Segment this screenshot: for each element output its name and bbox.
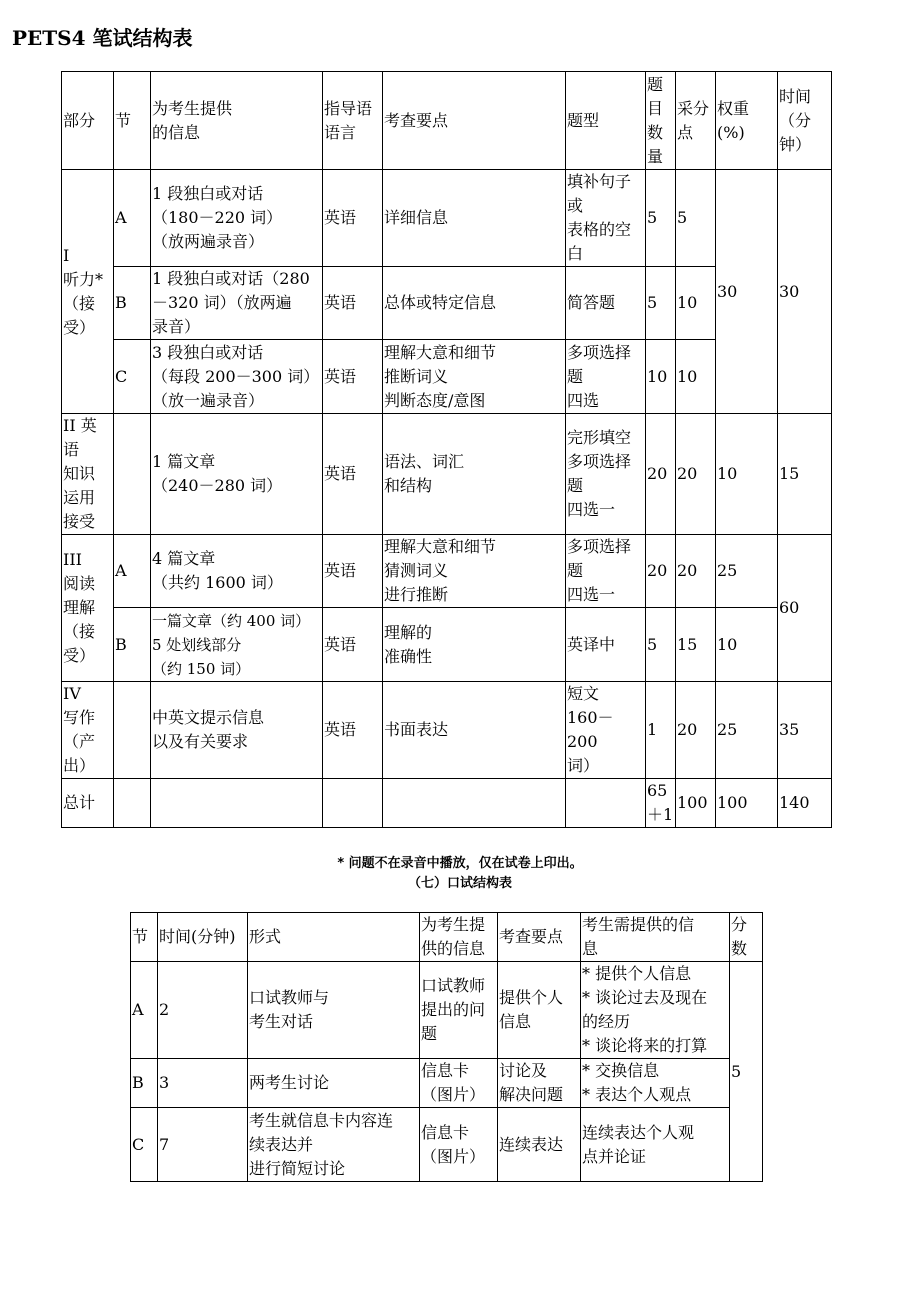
header-cell: 权重(%) [716,72,778,170]
header-cell: 考查要点 [383,72,566,170]
section-cell [114,682,151,779]
header-cell: 题 目 数 量 [646,72,676,170]
num-cell: 5 [646,170,676,267]
weight-cell: 25 [716,682,778,779]
header-cell: 部分 [62,72,114,170]
header-cell: 分 数 [730,913,763,962]
num-cell: 1 [646,682,676,779]
points-cell: 20 [676,414,716,535]
focus-cell: 理解大意和细节 推断词义 判断态度/意图 [383,340,566,414]
num-cell: 5 [646,267,676,340]
time-cell: 7 [158,1108,248,1182]
table-row [131,1108,763,1182]
table-header-row [131,913,763,962]
section-cell: C [114,340,151,414]
page-title: PETS4 笔试结构表 [12,26,193,50]
info-cell: 信息卡 （图片） [420,1059,498,1108]
type-cell: 短文 160－200 词） [566,682,646,779]
header-cell: 考查要点 [498,913,581,962]
oral-table-title: （七）口试结构表 [407,876,512,891]
focus-cell: 语法、词汇 和结构 [383,414,566,535]
points-cell: 5 [676,170,716,267]
info-cell: 4 篇文章 （共约 1600 词） [151,535,323,608]
weight-cell: 25 [716,535,778,608]
type-cell: 英译中 [566,608,646,682]
part-cell: 总计 [62,779,114,828]
time-cell: 35 [778,682,832,779]
header-cell: 形式 [248,913,420,962]
time-cell: 60 [778,535,832,682]
focus-cell: 连续表达 [498,1108,581,1182]
info-cell: 3 段独白或对话 （每段 200－300 词） （放一遍录音） [151,340,323,414]
info-cell: 口试教师 提出的问 题 [420,962,498,1059]
part-cell: IV 写作 （产 出） [62,682,114,779]
num-cell: 20 [646,414,676,535]
info-cell: 1 篇文章 （240－280 词） [151,414,323,535]
time-cell: 15 [778,414,832,535]
table-row [62,170,832,267]
form-cell: 考生就信息卡内容连 续表达并 进行简短讨论 [248,1108,420,1182]
section-cell: C [131,1108,158,1182]
empty-cell [566,779,646,828]
header-cell: 为考生提 供的信息 [420,913,498,962]
score-cell: 5 [730,962,763,1182]
points-cell: 10 [676,340,716,414]
section-cell: A [114,170,151,267]
lang-cell: 英语 [323,414,383,535]
empty-cell [114,779,151,828]
table-row-total [62,779,832,828]
type-cell: 简答题 [566,267,646,340]
header-cell: 时间(分钟) [158,913,248,962]
empty-cell [323,779,383,828]
time-cell: 2 [158,962,248,1059]
info-cell: 中英文提示信息 以及有关要求 [151,682,323,779]
form-cell: 两考生讨论 [248,1059,420,1108]
type-cell: 多项选择 题 四选 [566,340,646,414]
provide-cell: * 交换信息 * 表达个人观点 [581,1059,730,1108]
table-row [62,682,832,779]
section-cell: B [114,267,151,340]
form-cell: 口试教师与 考生对话 [248,962,420,1059]
empty-cell [383,779,566,828]
time-cell: 3 [158,1059,248,1108]
lang-cell: 英语 [323,608,383,682]
written-exam-table [61,71,832,828]
table-row [131,962,763,1059]
focus-cell: 理解的 准确性 [383,608,566,682]
num-cell: 5 [646,608,676,682]
points-cell: 20 [676,682,716,779]
info-cell: 一篇文章（约 400 词） 5 处划线部分 （约 150 词） [151,608,323,682]
time-cell: 140 [778,779,832,828]
header-cell: 节 [131,913,158,962]
provide-cell: * 提供个人信息 * 谈论过去及现在 的经历 * 谈论将来的打算 [581,962,730,1059]
table-row [62,535,832,608]
points-cell: 100 [676,779,716,828]
provide-cell: 连续表达个人观 点并论证 [581,1108,730,1182]
part-cell: III 阅读 理解 （接 受） [62,535,114,682]
info-cell: 1 段独白或对话 （180－220 词） （放两遍录音） [151,170,323,267]
section-cell [114,414,151,535]
part-cell: I 听力* （接 受） [62,170,114,414]
weight-cell: 100 [716,779,778,828]
lang-cell: 英语 [323,682,383,779]
weight-cell: 10 [716,608,778,682]
header-cell: 考生需提供的信 息 [581,913,730,962]
header-cell: 时间 （分 钟） [778,72,832,170]
focus-cell: 书面表达 [383,682,566,779]
section-cell: A [114,535,151,608]
focus-cell: 讨论及 解决问题 [498,1059,581,1108]
header-cell: 题型 [566,72,646,170]
footnote: * 问题不在录音中播放，仅在试卷上印出。 [337,856,583,871]
info-cell: 信息卡 （图片） [420,1108,498,1182]
points-cell: 20 [676,535,716,608]
lang-cell: 英语 [323,535,383,608]
focus-cell: 理解大意和细节 猜测词义 进行推断 [383,535,566,608]
weight-cell: 10 [716,414,778,535]
oral-exam-table [130,912,763,1182]
table-row [62,414,832,535]
type-cell: 多项选择 题 四选一 [566,535,646,608]
focus-cell: 提供个人 信息 [498,962,581,1059]
header-cell: 节 [114,72,151,170]
time-cell: 30 [778,170,832,414]
section-cell: B [131,1059,158,1108]
empty-cell [151,779,323,828]
lang-cell: 英语 [323,170,383,267]
num-cell: 20 [646,535,676,608]
table-row [131,1059,763,1108]
lang-cell: 英语 [323,267,383,340]
points-cell: 15 [676,608,716,682]
section-cell: B [114,608,151,682]
part-cell: II 英 语 知识 运用 接受 [62,414,114,535]
num-cell: 65 ＋1 [646,779,676,828]
focus-cell: 总体或特定信息 [383,267,566,340]
weight-cell: 30 [716,170,778,414]
table-header-row [62,72,832,170]
header-cell: 指导语 语言 [323,72,383,170]
section-cell: A [131,962,158,1059]
header-cell: 采分 点 [676,72,716,170]
header-cell: 为考生提供 的信息 [151,72,323,170]
lang-cell: 英语 [323,340,383,414]
info-cell: 1 段独白或对话（280 －320 词）（放两遍 录音） [151,267,323,340]
type-cell: 完形填空 多项选择 题 四选一 [566,414,646,535]
points-cell: 10 [676,267,716,340]
table-row [62,608,832,682]
type-cell: 填补句子 或 表格的空 白 [566,170,646,267]
num-cell: 10 [646,340,676,414]
focus-cell: 详细信息 [383,170,566,267]
